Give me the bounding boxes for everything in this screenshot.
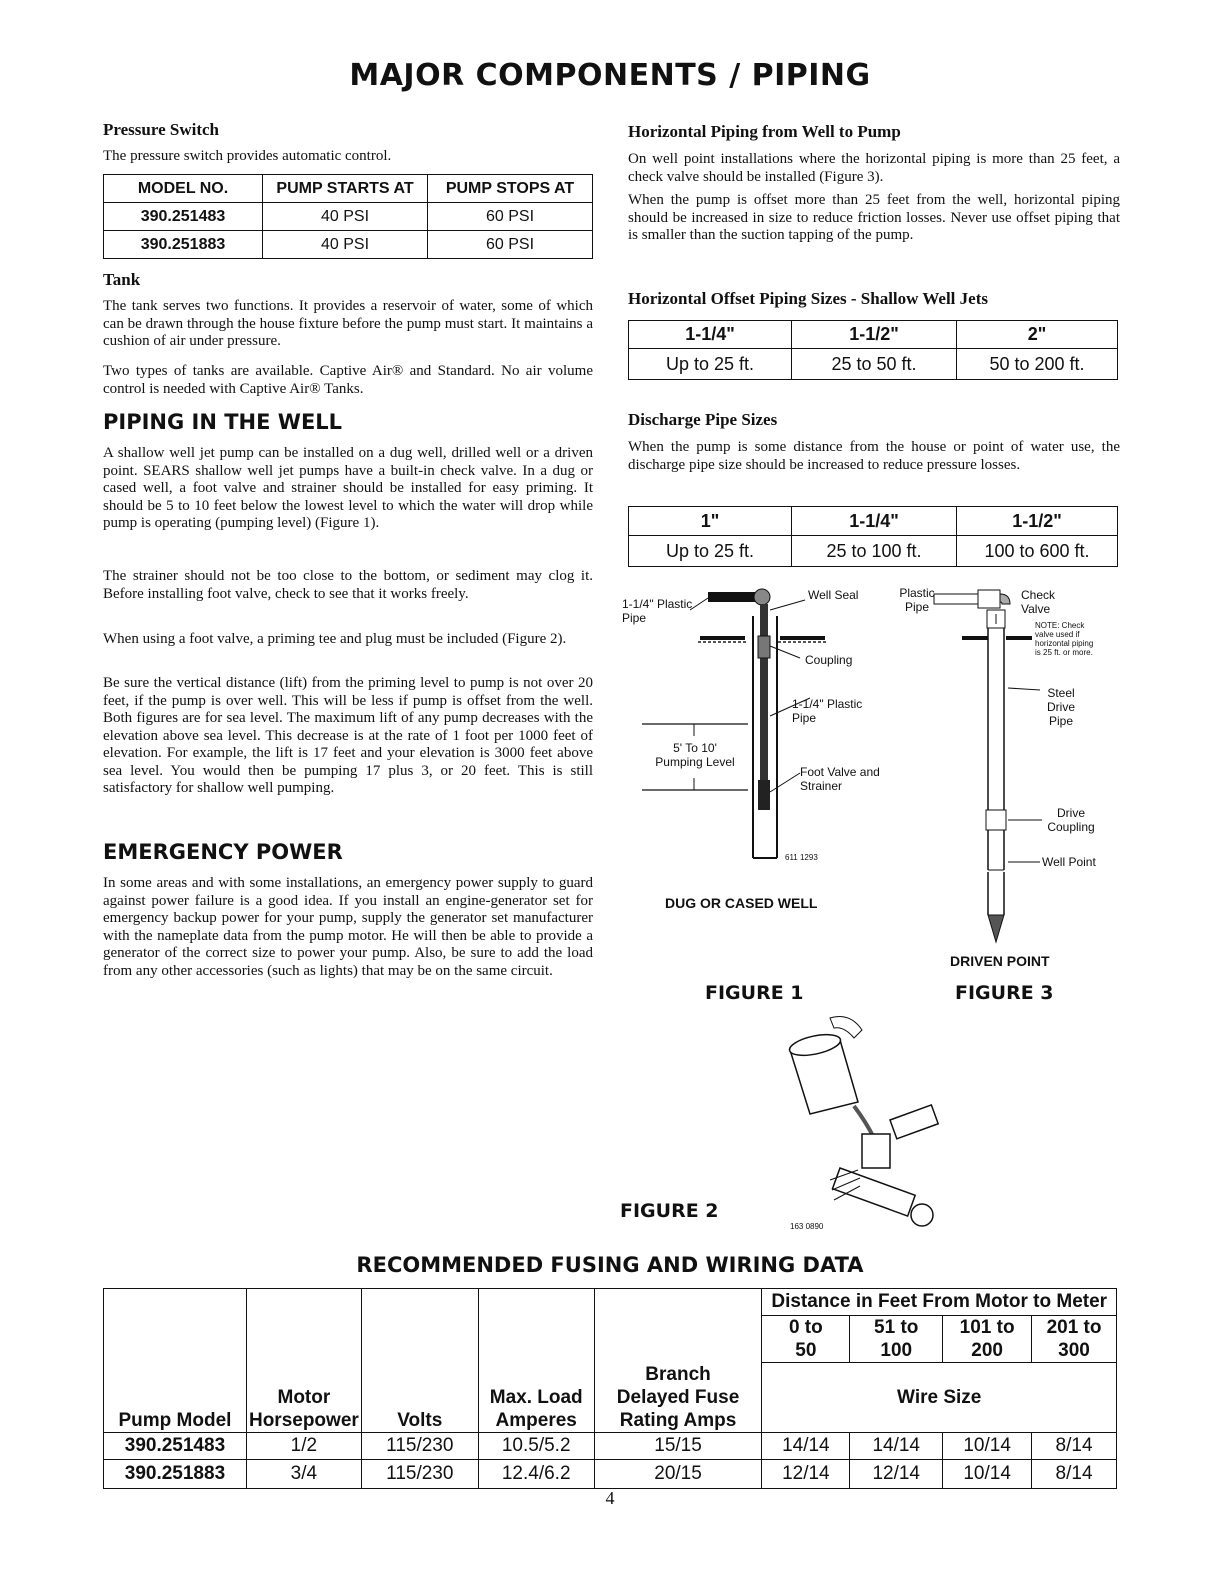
table-cell: 60 PSI: [428, 231, 593, 259]
table-cell: 390.251483: [104, 1432, 247, 1459]
table-cell: 60 PSI: [428, 203, 593, 231]
fig3-drive-coupling: Drive Coupling: [1047, 806, 1095, 834]
pressure-switch-table: [103, 174, 593, 259]
table-cell: 390.251483: [104, 203, 263, 231]
table-cell: 115/230: [361, 1432, 478, 1459]
fusing-heading: RECOMMENDED FUSING AND WIRING DATA: [356, 1253, 864, 1277]
table-cell: 40 PSI: [263, 231, 428, 259]
table-cell: 10.5/5.2: [478, 1432, 594, 1459]
table-header: MODEL NO.: [104, 175, 263, 203]
col-volts: Volts: [361, 1363, 478, 1433]
table-cell: 390.251883: [104, 231, 263, 259]
fig1-caption: DUG OR CASED WELL: [665, 895, 818, 911]
emergency-power-heading: EMERGENCY POWER: [103, 840, 343, 864]
fig1-pipe-label: 1-1/4" Plastic Pipe: [622, 597, 693, 625]
table-cell: 25 to 100 ft.: [792, 536, 957, 567]
discharge-text: When the pump is some distance from the house or point of water use, the discharge pipe size should be increased to reduce pressure losses.: [628, 439, 1120, 473]
piping-paragraph-2: The strainer should not be too close to the bottom, or sediment may clog it. Before installing foot valve, check to see that it works freely.: [103, 568, 593, 602]
table-cell: 12/14: [850, 1459, 943, 1488]
fig3-caption: DRIVEN POINT: [950, 953, 1050, 969]
table-cell: 10/14: [943, 1459, 1032, 1488]
distance-header: Distance in Feet From Motor to Meter: [762, 1289, 1117, 1316]
table-header: 1-1/2": [957, 507, 1118, 536]
fig1-foot-valve: Foot Valve and Strainer: [800, 765, 880, 793]
table-cell: 8/14: [1032, 1459, 1117, 1488]
fig3-check-valve: Check Valve: [1021, 588, 1056, 616]
piping-paragraph-3: When using a foot valve, a priming tee and plug must be included (Figure 2).: [103, 631, 567, 647]
table-header: 1-1/2": [792, 321, 957, 349]
discharge-table: [628, 506, 1118, 567]
page-title: MAJOR COMPONENTS / PIPING: [349, 58, 871, 93]
figure-2-label: FIGURE 2: [620, 1200, 719, 1222]
table-cell: 3/4: [246, 1459, 361, 1488]
fig1-code: 611 1293: [785, 853, 818, 862]
dist-col-2: 101 to 200: [943, 1316, 1032, 1363]
piping-paragraph-4: Be sure the vertical distance (lift) from the priming level to pump is not over 20 feet, if the pump is over well. This will be less if pump is offset from the well. Both figures are for sea level. The maximum lift of any pump decreases with the elevation above sea level. This decrease is at the rate of 1 foot per 1000 feet of elevation. For example, the lift is 17 feet and your elevation is 3000 feet above sea level. You would then be pumping 17 plus 3, or 20 feet. This is still satisfactory for shallow well pumping.: [103, 675, 593, 796]
offset-sizes-table: [628, 320, 1118, 380]
wire-size-header: Wire Size: [762, 1363, 1117, 1433]
table-row: [104, 231, 593, 259]
pressure-switch-heading: Pressure Switch: [103, 120, 220, 139]
col-horsepower: Motor Horsepower: [246, 1363, 361, 1433]
table-header: 1-1/4": [629, 321, 792, 349]
tank-paragraph-1: The tank serves two functions. It provides a reservoir of water, some of which can be drawn through the house fixture before the pump must start. It maintains a cushion of air under pressure.: [103, 298, 593, 349]
table-cell: 8/14: [1032, 1432, 1117, 1459]
table-row: [104, 203, 593, 231]
table-cell: 15/15: [594, 1432, 762, 1459]
table-row: [629, 536, 1118, 567]
table-cell: Up to 25 ft.: [629, 349, 792, 380]
table-row: [104, 1459, 1117, 1488]
dist-col-3: 201 to 300: [1032, 1316, 1117, 1363]
table-cell: 390.251883: [104, 1459, 247, 1488]
table-cell: 12.4/6.2: [478, 1459, 594, 1488]
fig1-pumping-level: 5' To 10' Pumping Level: [655, 741, 735, 769]
dist-col-1: 51 to 100: [850, 1316, 943, 1363]
table-cell: 20/15: [594, 1459, 762, 1488]
table-header: PUMP STOPS AT: [428, 175, 593, 203]
table-cell: 12/14: [762, 1459, 850, 1488]
col-branch-fuse: Branch Delayed Fuse Rating Amps: [594, 1363, 762, 1433]
table-row: [104, 1432, 1117, 1459]
piping-in-well-heading: PIPING IN THE WELL: [103, 410, 343, 434]
horizontal-paragraph-1: On well point installations where the horizontal piping is more than 25 feet, a check valve should be installed (Figure 3).: [628, 151, 1120, 185]
dist-col-0: 0 to 50: [762, 1316, 850, 1363]
figure-2-illustration: [770, 1010, 940, 1230]
fig3-well-point: Well Point: [1042, 855, 1096, 869]
table-cell: 14/14: [762, 1432, 850, 1459]
table-cell: Up to 25 ft.: [629, 536, 792, 567]
figure-1-diagram: [620, 580, 910, 880]
tank-heading: Tank: [103, 270, 141, 289]
table-cell: 50 to 200 ft.: [957, 349, 1118, 380]
fig3-steel-pipe: Steel Drive Pipe: [1046, 686, 1075, 728]
fig1-well-seal: Well Seal: [808, 588, 859, 602]
fig3-plastic-pipe: Plastic Pipe: [899, 586, 935, 614]
table-row: [629, 349, 1118, 380]
pressure-switch-text: The pressure switch provides automatic control.: [103, 148, 392, 164]
fig1-coupling: Coupling: [805, 653, 853, 667]
table-header: 2": [957, 321, 1118, 349]
horizontal-paragraph-2: When the pump is offset more than 25 feet from the well, horizontal piping should be increased in size to reduce friction losses. Never use offset piping that is smaller than the suction tapping of the pump.: [628, 192, 1120, 243]
offset-sizes-heading: Horizontal Offset Piping Sizes - Shallow Well Jets: [628, 289, 988, 308]
col-max-load: Max. Load Amperes: [478, 1363, 594, 1433]
table-header: 1-1/4": [792, 507, 957, 536]
figure-1-label: FIGURE 1: [705, 982, 804, 1004]
figure-3-label: FIGURE 3: [955, 982, 1054, 1004]
table-cell: 10/14: [943, 1432, 1032, 1459]
fig3-note: NOTE: Check valve used if horizontal piping is 25 ft. or more.: [1035, 621, 1094, 657]
discharge-heading: Discharge Pipe Sizes: [628, 410, 778, 429]
page-number: 4: [605, 1488, 615, 1508]
tank-paragraph-2: Two types of tanks are available. Captive Air® and Standard. No air volume control is needed with Captive Air® Tanks.: [103, 363, 593, 397]
horizontal-piping-heading: Horizontal Piping from Well to Pump: [628, 122, 901, 141]
table-cell: 14/14: [850, 1432, 943, 1459]
table-cell: 1/2: [246, 1432, 361, 1459]
table-header: PUMP STARTS AT: [263, 175, 428, 203]
table-cell: 100 to 600 ft.: [957, 536, 1118, 567]
piping-paragraph-1: A shallow well jet pump can be installed on a dug well, drilled well or a driven point. SEARS shallow well jet pumps have a built-in check valve. In a dug or cased well, a foot valve and strainer should be installed for easy priming. It should be 5 to 10 feet below the lowest level to which the water will drop while pump is operating (pumping level) (Figure 1).: [103, 445, 593, 531]
table-header: 1": [629, 507, 792, 536]
fig1-plastic-pipe: 1-1/4" Plastic Pipe: [792, 697, 863, 725]
fig2-code: 163 0890: [790, 1222, 824, 1231]
emergency-paragraph: In some areas and with some installations, an emergency power supply to guard against power failure is a good idea. If you install an engine-generator set for emergency backup power for your pump, supply the generator set manufacturer with the nameplate data from the pump motor. He will then be able to provide a generator of the correct size to power your pump. Also, be sure to add the load from any other accessories (such as lights) that may be on the same circuit.: [103, 875, 593, 979]
col-pump-model: Pump Model: [104, 1363, 247, 1433]
table-cell: 40 PSI: [263, 203, 428, 231]
fusing-table: [103, 1288, 1117, 1489]
table-cell: 25 to 50 ft.: [792, 349, 957, 380]
table-cell: 115/230: [361, 1459, 478, 1488]
